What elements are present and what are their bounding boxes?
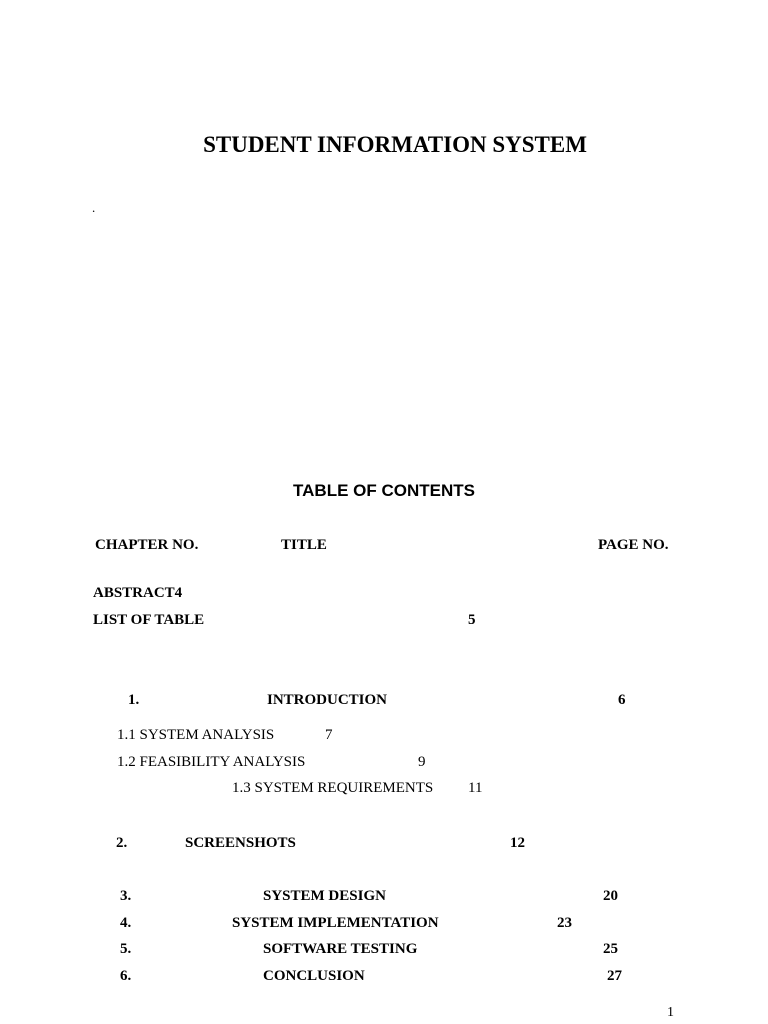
chapter-page: 6 [618, 692, 626, 708]
chapter-page: 27 [607, 968, 622, 984]
document-title: STUDENT INFORMATION SYSTEM [203, 132, 587, 157]
chapter-title: CONCLUSION [263, 968, 365, 984]
toc-heading: TABLE OF CONTENTS [293, 481, 475, 500]
toc-page-list-of-table: 5 [468, 612, 476, 628]
column-header-chapter: CHAPTER NO. [95, 537, 199, 553]
chapter-number: 5. [120, 941, 132, 957]
column-header-page: PAGE NO. [598, 537, 669, 553]
chapter-page: 12 [510, 835, 525, 851]
chapter-title: INTRODUCTION [267, 692, 388, 708]
chapter-number: 3. [120, 888, 132, 904]
chapter-page: 23 [557, 915, 572, 931]
chapter-title: SOFTWARE TESTING [263, 941, 418, 957]
section-page: 11 [468, 780, 483, 796]
chapter-number: 2. [116, 835, 128, 851]
chapter-number: 6. [120, 968, 132, 984]
section-page: 7 [325, 727, 333, 743]
section-title: 1.3 SYSTEM REQUIREMENTS [232, 780, 434, 796]
chapter-title: SYSTEM IMPLEMENTATION [232, 915, 439, 931]
chapter-number: 1. [128, 692, 140, 708]
chapter-page: 20 [603, 888, 618, 904]
column-header-title: TITLE [281, 537, 327, 553]
chapter-page: 25 [603, 941, 618, 957]
section-title: 1.2 FEASIBILITY ANALYSIS [117, 754, 306, 770]
stray-mark: . [92, 200, 96, 215]
toc-entry-list-of-table: LIST OF TABLE [93, 612, 205, 628]
page-number: 1 [667, 1005, 674, 1020]
chapter-title: SYSTEM DESIGN [263, 888, 386, 904]
section-title: 1.1 SYSTEM ANALYSIS [117, 727, 275, 743]
chapter-number: 4. [120, 915, 132, 931]
toc-entry-abstract: ABSTRACT4 [93, 585, 183, 601]
chapter-title: SCREENSHOTS [185, 835, 296, 851]
section-page: 9 [418, 754, 426, 770]
